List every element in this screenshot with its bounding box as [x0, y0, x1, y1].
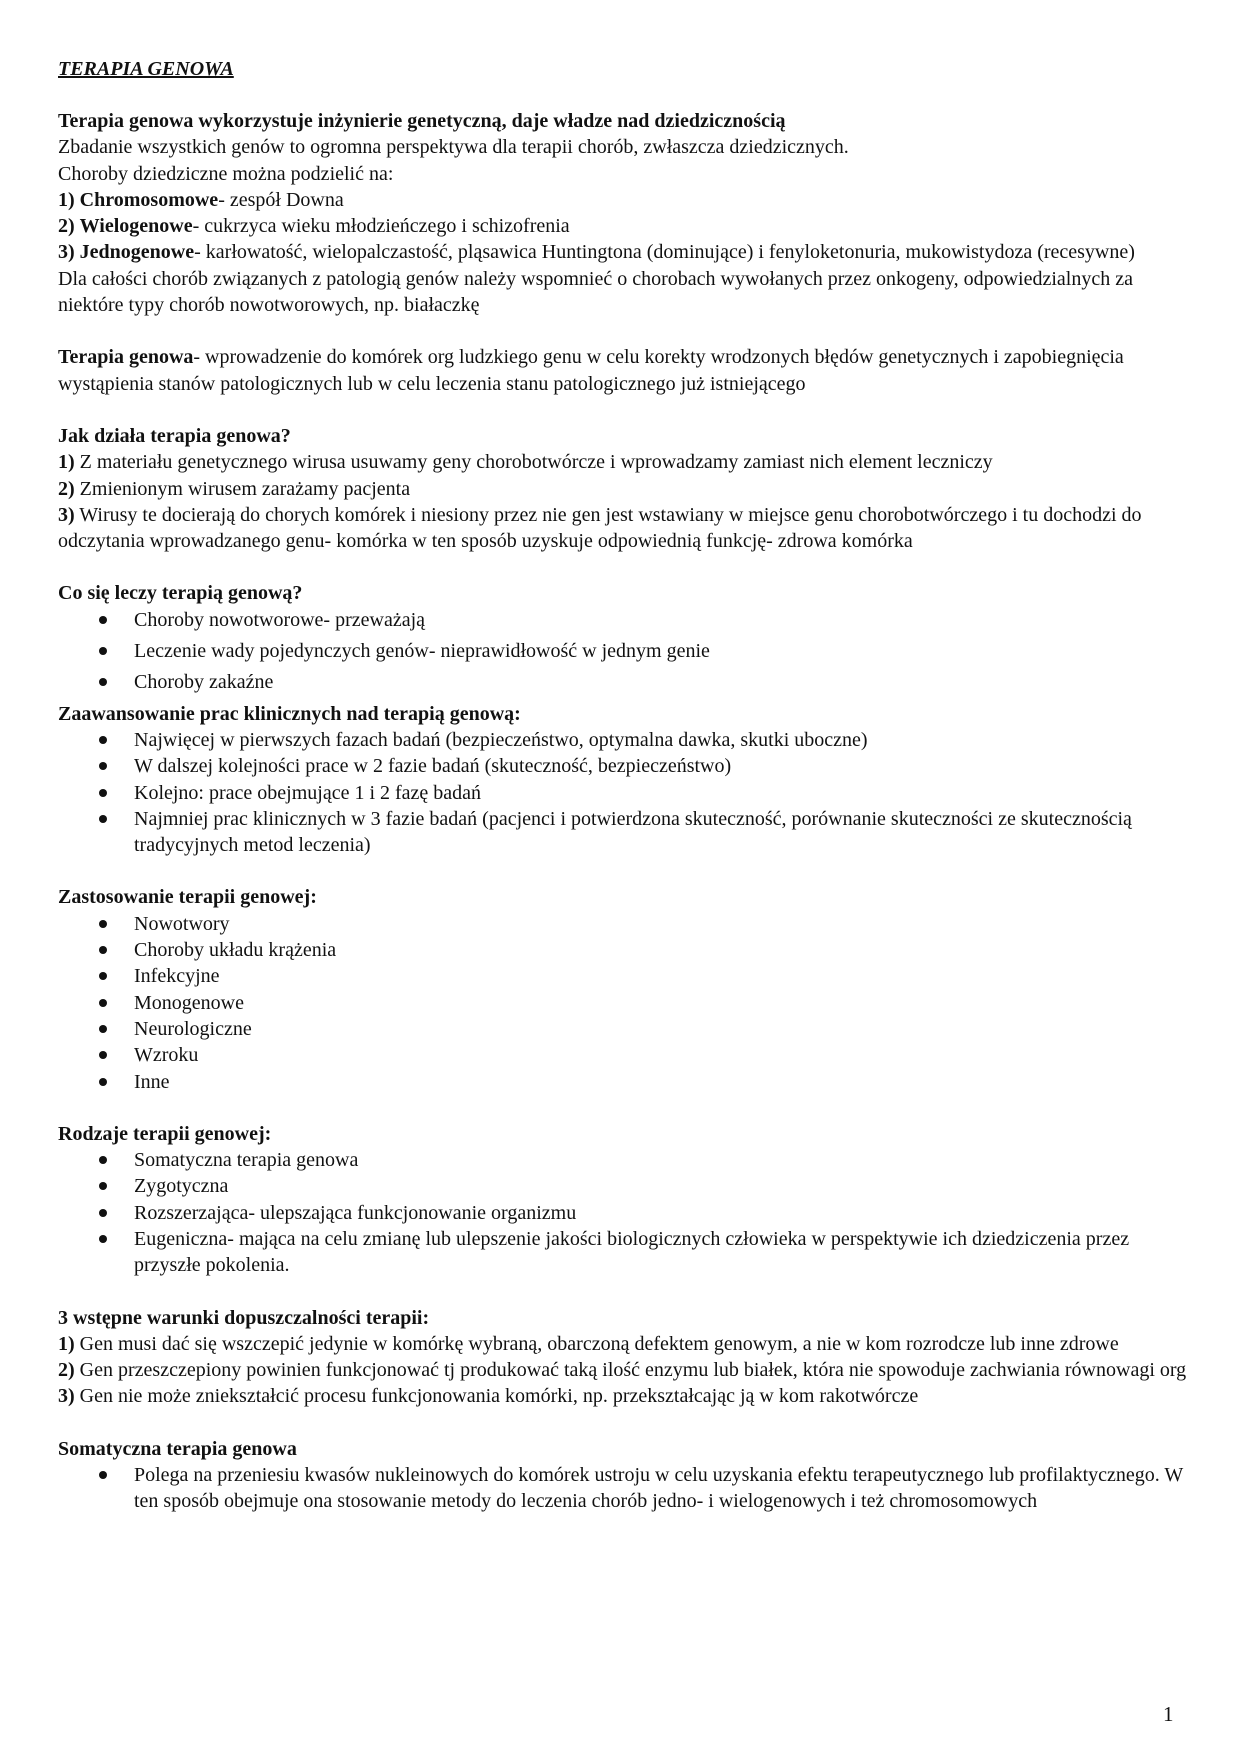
bullet-icon — [99, 946, 107, 954]
definition-paragraph: Terapia genowa- wprowadzenie do komórek org ludzkiego genu w celu korekty wrodzonych błędów genetycznych i zapobiegnięcia wystąpienia stanów patologicznych lub w celu leczenia stanu patologicznego już istniejącego — [58, 346, 1124, 395]
bullet-icon — [99, 647, 107, 655]
how-step: 1) Z materiału genetycznego wirusa usuwamy geny chorobotwórcze i wprowadzamy zamiast nich element leczniczy — [58, 451, 993, 474]
list-item: Choroby układu krążenia — [58, 937, 1188, 963]
how-heading: Jak działa terapia genowa? — [58, 424, 291, 447]
bullet-icon — [99, 736, 107, 744]
treats-heading: Co się leczy terapią genową? — [58, 582, 303, 605]
intro-line: Choroby dziedziczne można podzielić na: — [58, 162, 394, 185]
bullet-icon — [99, 1025, 107, 1033]
clinical-list — [58, 727, 1188, 858]
list-item: Nowotwory — [58, 911, 1188, 937]
disease-type-item: 3) Jednogenowe- karłowatość, wielopalczastość, pląsawica Huntingtona (dominujące) i fenyloketonuria, mukowistydoza (recesywne) — [58, 241, 1135, 264]
applications-list — [58, 911, 1188, 1095]
bullet-icon — [99, 1051, 107, 1059]
bullet-icon — [99, 815, 107, 823]
document-title: TERAPIA GENOWA — [58, 58, 234, 80]
kinds-list — [58, 1147, 1188, 1278]
bullet-icon — [99, 1156, 107, 1164]
disease-type-item: 2) Wielogenowe- cukrzyca wieku młodzieńczego i schizofrenia — [58, 215, 570, 238]
list-item: Choroby zakaźne — [58, 669, 1188, 695]
bullet-icon — [99, 1235, 107, 1243]
treats-list — [58, 607, 1188, 696]
list-item: Somatyczna terapia genowa — [58, 1147, 1188, 1173]
bullet-icon — [99, 920, 107, 928]
oncogenes-paragraph: Dla całości chorób związanych z patologią genów należy wspomnieć o chorobach wywołanych przez onkogeny, odpowiedzialnych za niektóre typy chorób nowotworowych, np. białaczkę — [58, 267, 1133, 317]
bullet-icon — [99, 678, 107, 686]
list-item: Najmniej prac klinicznych w 3 fazie badań (pacjenci i potwierdzona skuteczność, porównanie skuteczności ze skutecznością tradycyjnych metod leczenia) — [58, 806, 1188, 859]
intro-line: Zbadanie wszystkich genów to ogromna perspektywa dla terapii chorób, zwłaszcza dziedzicznych. — [58, 136, 849, 159]
list-item: Kolejno: prace obejmujące 1 i 2 fazę badań — [58, 780, 1188, 806]
page-number: 1 — [1163, 1702, 1174, 1726]
applications-heading: Zastosowanie terapii genowej: — [58, 886, 317, 909]
list-item: Choroby nowotworowe- przeważają — [58, 607, 1188, 633]
list-item: Monogenowe — [58, 990, 1188, 1016]
bullet-icon — [99, 762, 107, 770]
condition-item: 1) Gen musi dać się wszczepić jedynie w komórkę wybraną, obarczoną defektem genowym, a nie w kom rozrodcze lub inne zdrowe — [58, 1332, 1119, 1355]
bullet-icon — [99, 616, 107, 624]
list-item: Zygotyczna — [58, 1173, 1188, 1199]
list-item: Rozszerzająca- ulepszająca funkcjonowanie organizmu — [58, 1200, 1188, 1226]
conditions-heading: 3 wstępne warunki dopuszczalności terapii: — [58, 1306, 430, 1329]
list-item: Polega na przeniesiu kwasów nukleinowych do komórek ustroju w celu uzyskania efektu terapeutycznego lub profilaktycznego. W ten sposób obejmuje ona stosowanie metody do leczenia chorób jedno- i wielogenowych i też chromosomowych — [58, 1462, 1188, 1515]
list-item: Leczenie wady pojedynczych genów- nieprawidłowość w jednym genie — [58, 638, 1188, 664]
somatic-list — [58, 1462, 1188, 1515]
bullet-icon — [99, 789, 107, 797]
disease-type-item: 1) Chromosomowe- zespół Downa — [58, 188, 344, 211]
kinds-heading: Rodzaje terapii genowej: — [58, 1122, 272, 1145]
document-content — [58, 56, 1188, 1515]
list-item: Infekcyjne — [58, 963, 1188, 989]
list-item: Eugeniczna- mająca na celu zmianę lub ulepszenie jakości biologicznych człowieka w perspektywie ich dziedziczenia przez przyszłe pokolenia. — [58, 1226, 1188, 1279]
somatic-heading: Somatyczna terapia genowa — [58, 1437, 297, 1460]
list-item: Neurologiczne — [58, 1016, 1188, 1042]
list-item: Najwięcej w pierwszych fazach badań (bezpieczeństwo, optymalna dawka, skutki uboczne) — [58, 727, 1188, 753]
list-item: W dalszej kolejności prace w 2 fazie badań (skuteczność, bezpieczeństwo) — [58, 753, 1188, 779]
bullet-icon — [99, 1471, 107, 1479]
bullet-icon — [99, 1209, 107, 1217]
condition-item: 2) Gen przeszczepiony powinien funkcjonować tj produkować taką ilość enzymu lub białek, która nie spowoduje zachwiania równowagi org — [58, 1359, 1187, 1382]
intro-heading: Terapia genowa wykorzystuje inżynierie genetyczną, daje władze nad dziedzicznością — [58, 110, 786, 132]
how-step: 2) Zmienionym wirusem zarażamy pacjenta — [58, 477, 411, 500]
list-item: Inne — [58, 1069, 1188, 1095]
bullet-icon — [99, 999, 107, 1007]
clinical-heading: Zaawansowanie prac klinicznych nad terapią genową: — [58, 702, 521, 725]
condition-item: 3) Gen nie może zniekształcić procesu funkcjonowania komórki, np. przekształcając ją w kom rakotwórcze — [58, 1385, 919, 1408]
bullet-icon — [99, 1078, 107, 1086]
bullet-icon — [99, 972, 107, 980]
list-item: Wzroku — [58, 1042, 1188, 1068]
bullet-icon — [99, 1182, 107, 1190]
how-step: 3) Wirusy te docierają do chorych komórek i niesiony przez nie gen jest wstawiany w miejsce genu chorobotwórczego i tu dochodzi do odczytania wprowadzanego genu- komórka w ten sposób uzyskuje odpowiednią funkcję- zdrowa komórka — [58, 503, 1142, 553]
